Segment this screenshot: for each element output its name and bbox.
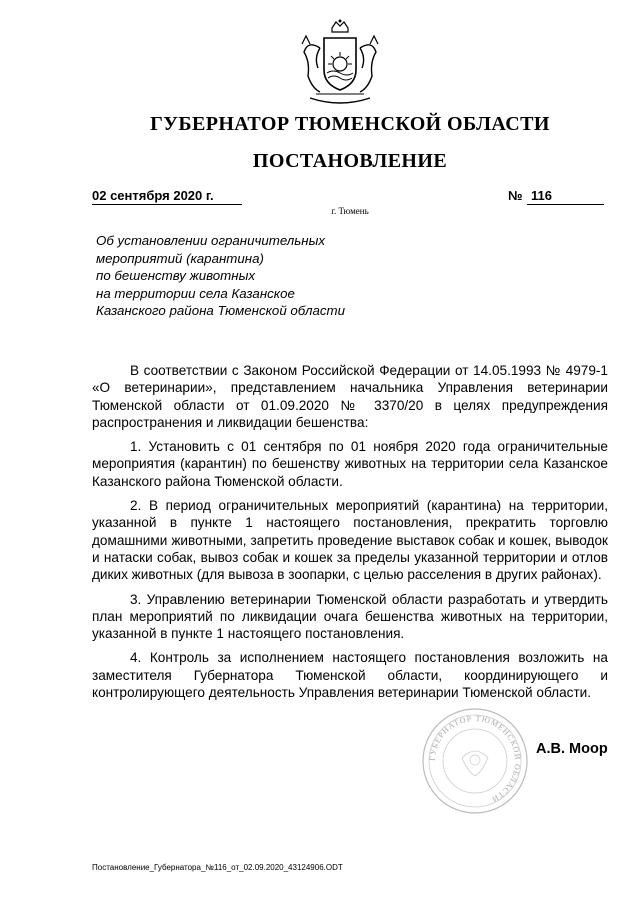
authority-title: ГУБЕРНАТОР ТЮМЕНСКОЙ ОБЛАСТИ — [150, 113, 550, 135]
document-body — [92, 362, 608, 708]
body-paragraph: В соответствии с Законом Российской Федерации от 14.05.1993 № 4979-1 «О ветеринарии», представлением начальника Управления ветеринарии Тюменской области от 01.09.2020 № 3370/20 в целях предупреждения распространения и ликвидации бешенства: — [92, 363, 608, 430]
subject-line: мероприятий (карантина) — [96, 250, 264, 266]
body-paragraph: 2. В период ограничительных мероприятий (карантина) на территории, указанной в пункте 1 настоящего постановления, прекратить торговлю домашними животными, запретить проведение выставок собак и кошек, выводок и натаски собак, вывоз собак и кошек за пределы указанной территории и отлов диких животных (для вывоза в зоопарки, с целью расселения в других районах). — [92, 498, 608, 583]
subject-line: по бешенству животных — [96, 268, 256, 283]
document-date: 02 сентября 2020 г. — [92, 188, 242, 205]
subject-line: Казанского района Тюменской области — [96, 303, 346, 318]
body-paragraph: 3. Управлению ветеринарии Тюменской области разработать и утвердить план мероприятий по ликвидации очага бешенства животных на территории, указанной в пункте 1 настоящего постановления. — [92, 591, 608, 642]
document-type: ПОСТАНОВЛЕНИЕ — [252, 150, 448, 172]
body-paragraph: 4. Контроль за исполнением настоящего постановления возложить на заместителя Губернатора Тюменской области, координирующего и контролирующего деятельность Управления ветеринарии Тюменской области. — [92, 650, 608, 701]
document-subject — [96, 232, 396, 320]
file-name-footer: Постановление_Губернатора_№116_от_02.09.2020_43124906.ODT — [92, 863, 343, 872]
signatory-name: А.В. Моор — [536, 741, 608, 757]
subject-line: на территории села Казанское — [96, 285, 295, 301]
coat-of-arms-icon — [290, 18, 390, 110]
number-sign: № — [508, 188, 523, 203]
body-paragraph: 1. Установить с 01 сентября по 01 ноября 2020 года ограничительные мероприятия (карантин) по бешенству животных на территории села Казанское Казанского района Тюменской области. — [92, 439, 608, 489]
official-seal-icon — [420, 706, 530, 816]
subject-line: Об установлении ограничительных — [96, 233, 326, 248]
city: г. Тюмень — [331, 206, 369, 216]
document-number: 116 — [527, 188, 604, 205]
seal-text: ГУБЕРНАТОР ТЮМЕНСКОЙ ОБЛАСТИ — [427, 713, 523, 805]
svg-text:ГУБЕРНАТОР ТЮМЕНСКОЙ ОБЛАСТИ — [428, 714, 522, 804]
